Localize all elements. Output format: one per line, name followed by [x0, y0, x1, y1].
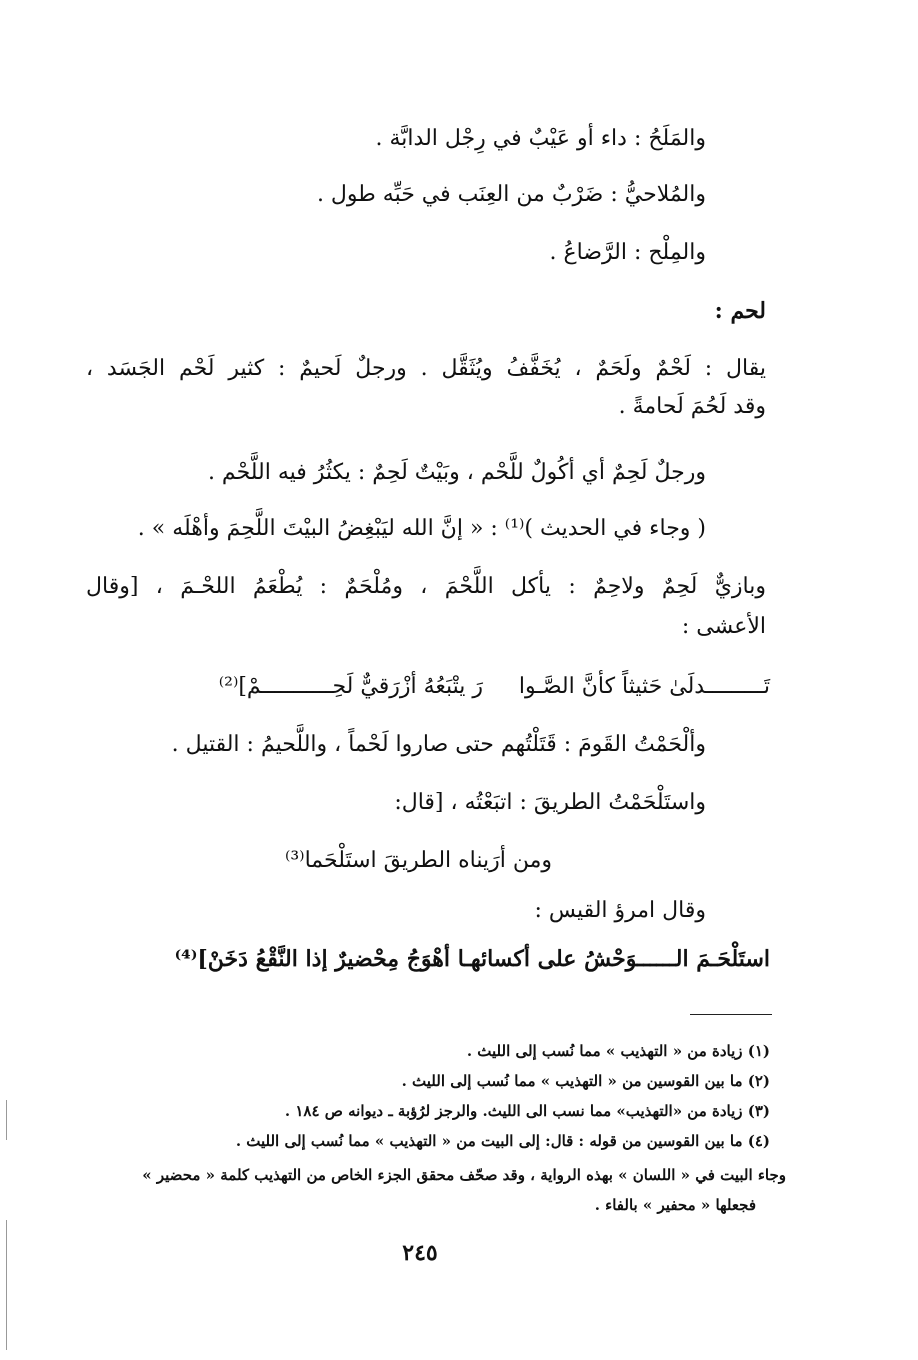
footnote-2: (٢) ما بين القوسين من « التهذيب » مما نُسب إلى الليث .: [401, 1072, 770, 1090]
verse2-second-hemistich: أهْوَجُ مِحْضيرٌ إذا النَّقْعُ دَخَنْ]⁽⁴⁾: [174, 946, 450, 972]
verse1-first-hemistich: تَـــــــــدلَىٰ حَثيثاً كأنَّ الصَّـوا: [518, 674, 770, 699]
footnote-4: (٤) ما بين القوسين من قوله : قال: إلى البيت من « التهذيب » مما نُسب إلى الليث .: [235, 1132, 770, 1150]
entry-heading-lahm: لحم :: [714, 298, 766, 324]
paragraph-bazi-line2: الأعشى :: [681, 614, 766, 639]
paragraph-lahm-line1: يقال : لَحْمٌ ولَحَمٌ ، يُخَفَّفُ ويُثَقَّل . ورجلٌ لَحيمٌ : كثير لَحْم الجَسَد ،: [86, 356, 766, 381]
footnote-separator: [690, 1014, 772, 1015]
text-line-milh: والمِلْح : الرَّضاعُ .: [549, 240, 706, 265]
text-line-alhamtu: وألْحَمْتُ القَومَ : قَتَلْتُهم حتى صاروا لَحْماً ، واللَّحيمُ : القتيل .: [171, 732, 706, 757]
page-number: ٢٤٥: [402, 1240, 438, 1266]
scan-margin-mark: [6, 1100, 7, 1140]
paragraph-lahm-line2: وقد لَحُمَ لَحامةً .: [618, 394, 766, 419]
text-line-istalhamtu: واستَلْحَمْتُ الطريقَ : اتبَعْتُه ، [قال:: [394, 790, 706, 815]
verse2-first-hemistich: استَلْحَـمَ الــــــوَحْشُ على أكسائهـا: [457, 946, 770, 972]
text-line-mulahi: والمُلاحيُّ : ضَرْبٌ من العِنَب في حَبِّه طول .: [316, 182, 706, 207]
verse1-second-hemistich: رَ يتْبَعُهُ أزْرَقيٌّ لَحِـــــــــــمْ]⁽²⁾: [218, 674, 483, 699]
rajaz-verse: ومن أرَيناه الطريقَ استَلْحَما⁽³⁾: [284, 848, 552, 873]
text-line-hadith: ( وجاء في الحديث )⁽¹⁾ : « إنَّ الله ليَبْغِضُ البيْتَ اللَّحِمَ وأهْلَه » .: [137, 516, 706, 541]
footnote-4-continuation: وجاء البيت في « اللسان » بهذه الرواية ، وقد صحّف محقق الجزء الخاص من التهذيب كلمة « محضير »: [142, 1166, 786, 1184]
footnote-1: (١) زيادة من « التهذيب » مما نُسب إلى الليث .: [466, 1042, 770, 1060]
text-line-lahim: ورجلٌ لَحِمٌ أي أكُولٌ للَّحْم ، وبَيْتٌ لَحِمٌ : يكثُرُ فيه اللَّحْم .: [207, 460, 706, 485]
text-line-imru-alqais: وقال امرؤ القيس :: [534, 898, 706, 923]
footnote-4-continuation-2: فجعلها « محفير » بالفاء .: [594, 1196, 756, 1214]
text-line-malah: والمَلَحُ : داء أو عَيْبٌ في رِجْل الدابَّة .: [375, 126, 706, 151]
paragraph-bazi-line1: وبازيٌّ لَحِمٌ ولاحِمٌ : يأكل اللَّحْمَ ، ومُلْحَمٌ : يُطْعَمُ اللحْـمَ ، [وقال: [86, 574, 766, 599]
footnote-3: (٣) زيادة من «التهذيب» مما نسب الى الليث. والرجز لرُؤبة ـ ديوانه ص ١٨٤ .: [284, 1102, 770, 1120]
scan-margin-mark: [6, 1220, 7, 1350]
